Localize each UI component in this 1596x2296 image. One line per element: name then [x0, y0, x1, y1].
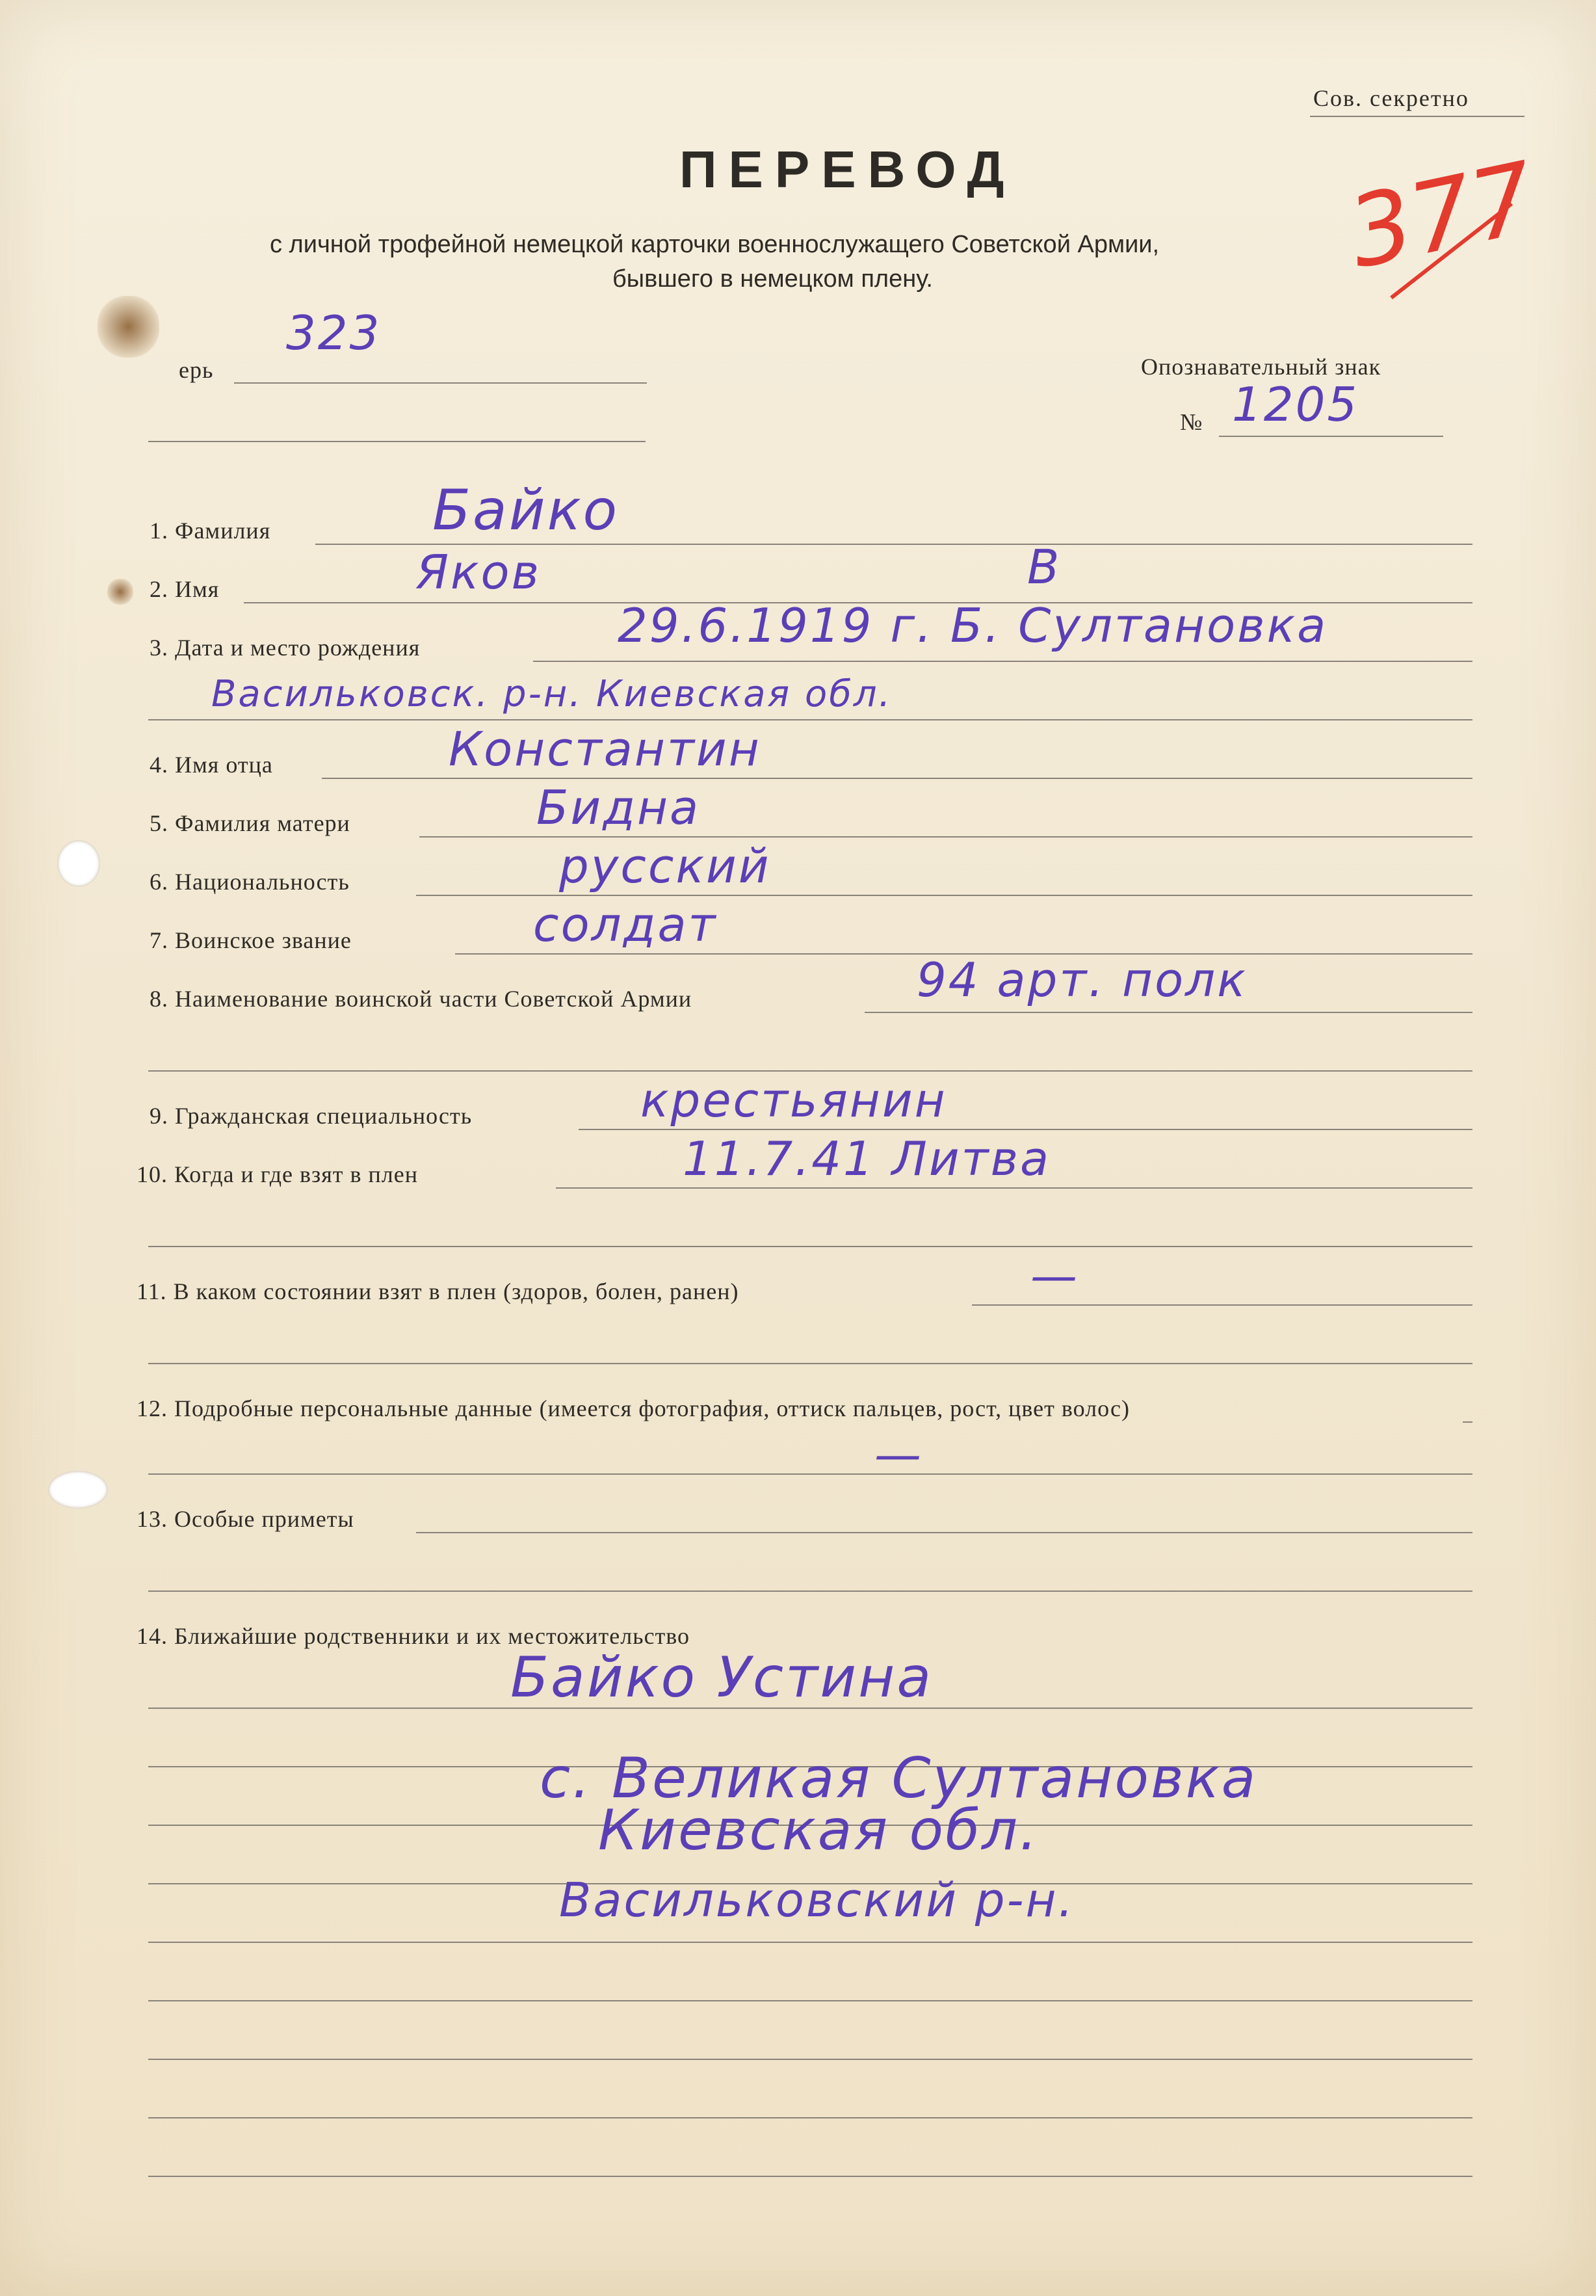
personal-data-line-2 [148, 1473, 1472, 1475]
mother-surname-line [419, 836, 1472, 838]
birth-line-2 [148, 719, 1472, 720]
personal-data-label: 12. Подробные персональные данные (имеется фотография, оттиск пальцев, рост, цвет волос) [137, 1395, 1130, 1421]
unit-value: 94 арт. полк [917, 953, 1248, 1007]
nationality-label: 6. Национальность [150, 869, 350, 895]
birth-value: 29.6.1919 г. Б. Султановка [618, 598, 1328, 653]
relatives-rule-5 [148, 1942, 1472, 1943]
father-name-line [322, 778, 1472, 779]
punch-hole-bottom [48, 1471, 108, 1509]
ink-stain [98, 296, 159, 358]
personal-data-line [1463, 1421, 1472, 1423]
camp-label: ерь [179, 357, 214, 383]
first-name-mark: В [1027, 540, 1062, 594]
relatives-rule-9 [148, 2176, 1472, 2177]
stamp-underline [1310, 116, 1524, 117]
capture-label: 10. Когда и где взят в плен [137, 1161, 419, 1187]
rank-label: 7. Воинское звание [150, 927, 352, 953]
condition-line [972, 1304, 1472, 1306]
condition-line-2 [148, 1363, 1472, 1364]
mother-surname-value: Бидна [536, 780, 701, 835]
profession-value: крестьянин [640, 1073, 947, 1128]
mother-surname-label: 5. Фамилия матери [150, 810, 350, 836]
surname-value: Байко [432, 478, 620, 543]
first-name-value: Яков [416, 545, 541, 600]
relatives-line4: Васильковский р-н. [559, 1873, 1075, 1927]
special-marks-line [416, 1532, 1472, 1533]
unit-line-2 [148, 1070, 1472, 1072]
ink-stain-small [107, 579, 133, 605]
capture-line [556, 1187, 1472, 1189]
condition-value: — [1030, 1248, 1079, 1303]
secrecy-stamp: Сов. секретно [1313, 85, 1469, 111]
unit-label: 8. Наименование воинской части Советской Армии [150, 986, 692, 1012]
subtitle-line1: с личной трофейной немецкой карточки военнослужащего Советской Армии, [270, 231, 1160, 258]
relatives-rule-1 [148, 1708, 1472, 1709]
id-tag-label: Опознавательный знак [1141, 354, 1381, 380]
first-name-label: 2. Имя [150, 576, 220, 602]
relatives-rule-8 [148, 2117, 1472, 2118]
birth-label: 3. Дата и место рождения [150, 635, 421, 661]
capture-line-2 [148, 1246, 1472, 1247]
rank-value: солдат [533, 897, 718, 952]
birth-line [533, 661, 1472, 662]
id-tag-no-label: № [1180, 409, 1203, 435]
camp-line [234, 382, 647, 384]
special-marks-label: 13. Особые приметы [137, 1506, 354, 1532]
relatives-label: 14. Ближайшие родственники и их местожительство [137, 1623, 690, 1649]
unit-line [865, 1012, 1472, 1013]
capture-value: 11.7.41 Литва [683, 1131, 1051, 1186]
father-name-label: 4. Имя отца [150, 752, 273, 778]
profession-line [579, 1129, 1472, 1130]
relatives-line1: Байко Устина [510, 1645, 934, 1710]
camp-line-2 [148, 441, 646, 442]
special-marks-line-2 [148, 1590, 1472, 1592]
father-name-value: Константин [449, 722, 761, 776]
personal-data-value: — [874, 1427, 923, 1482]
relatives-rule-7 [148, 2059, 1472, 2060]
relatives-line3: Киевская обл. [598, 1798, 1040, 1863]
punch-hole-top [57, 840, 100, 887]
condition-label: 11. В каком состоянии взят в плен (здоров, болен, ранен) [137, 1278, 739, 1304]
id-tag-line [1219, 436, 1443, 437]
subtitle-line2: бывшего в немецком плену. [612, 265, 933, 293]
nationality-line [416, 895, 1472, 896]
profession-label: 9. Гражданская специальность [150, 1103, 473, 1129]
red-handwritten-number: 377 [1339, 141, 1545, 291]
id-tag-value: 1205 [1232, 377, 1359, 432]
relatives-rule-6 [148, 2000, 1472, 2001]
surname-label: 1. Фамилия [150, 518, 271, 544]
nationality-value: русский [559, 839, 771, 893]
relatives-line2: с. Великая Султановка [540, 1746, 1258, 1811]
page-title: ПЕРЕВОД [679, 140, 1016, 198]
camp-value: 323 [286, 306, 382, 360]
birth-value-line2: Васильковск. р-н. Киевская обл. [211, 673, 893, 715]
